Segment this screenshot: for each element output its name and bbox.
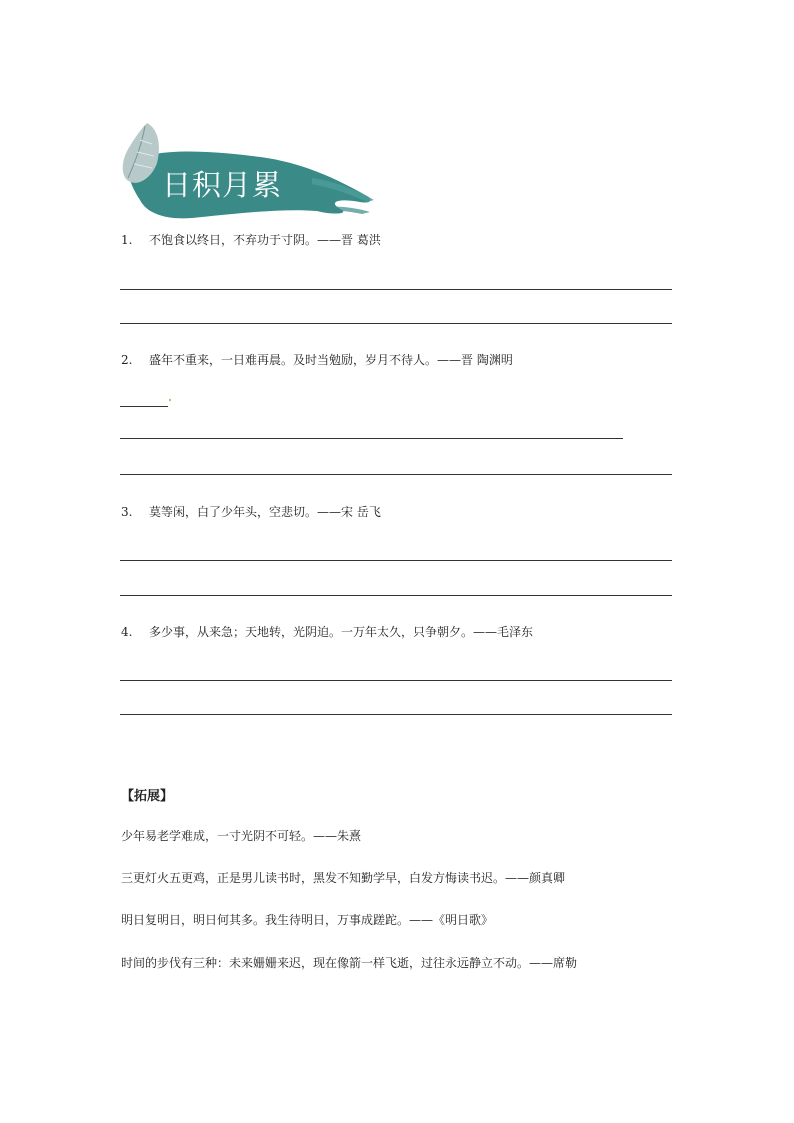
question-text: 不饱食以终日，不弃功于寸阴。——晋 葛洪 [149, 233, 381, 247]
answer-line [120, 438, 623, 439]
answer-line [120, 595, 672, 596]
question-2 [121, 352, 513, 368]
question-number: 1. [121, 233, 133, 247]
question-number: 2. [121, 353, 133, 367]
answer-line [120, 289, 672, 290]
question-text: 盛年不重来，一日难再晨。及时当勉励，岁月不待人。——晋 陶渊明 [149, 353, 513, 367]
question-text: 莫等闲，白了少年头，空悲切。——宋 岳飞 [149, 505, 381, 519]
marker-dot [169, 399, 171, 401]
extension-item-1: 少年易老学难成，一寸光阴不可轻。——朱熹 [121, 829, 362, 843]
banner-title: 日积月累 [162, 168, 283, 202]
question-3 [121, 504, 381, 520]
answer-line [120, 714, 672, 715]
answer-line-short [120, 406, 168, 407]
extension-item-4: 时间的步伐有三种：未来姗姗来迟，现在像箭一样飞逝，过往永远静立不动。——席勒 [121, 956, 578, 970]
answer-line [120, 323, 672, 324]
question-text: 多少事，从来急；天地转，光阴迫。一万年太久，只争朝夕。——毛泽东 [149, 625, 534, 639]
extension-item-3: 明日复明日，明日何其多。我生待明日，万事成蹉跎。——《明日歌》 [121, 913, 494, 927]
answer-line [120, 474, 672, 475]
extension-title: 【拓展】 [121, 789, 174, 804]
section-banner [112, 118, 382, 223]
question-number: 4. [121, 625, 133, 639]
extension-item-2: 三更灯火五更鸡，正是男儿读书时，黑发不知勤学早，白发方悔读书迟。——颜真卿 [121, 871, 566, 885]
answer-line [120, 680, 672, 681]
answer-line [120, 560, 672, 561]
question-1 [121, 232, 381, 248]
question-number: 3. [121, 505, 133, 519]
question-4 [121, 624, 533, 640]
